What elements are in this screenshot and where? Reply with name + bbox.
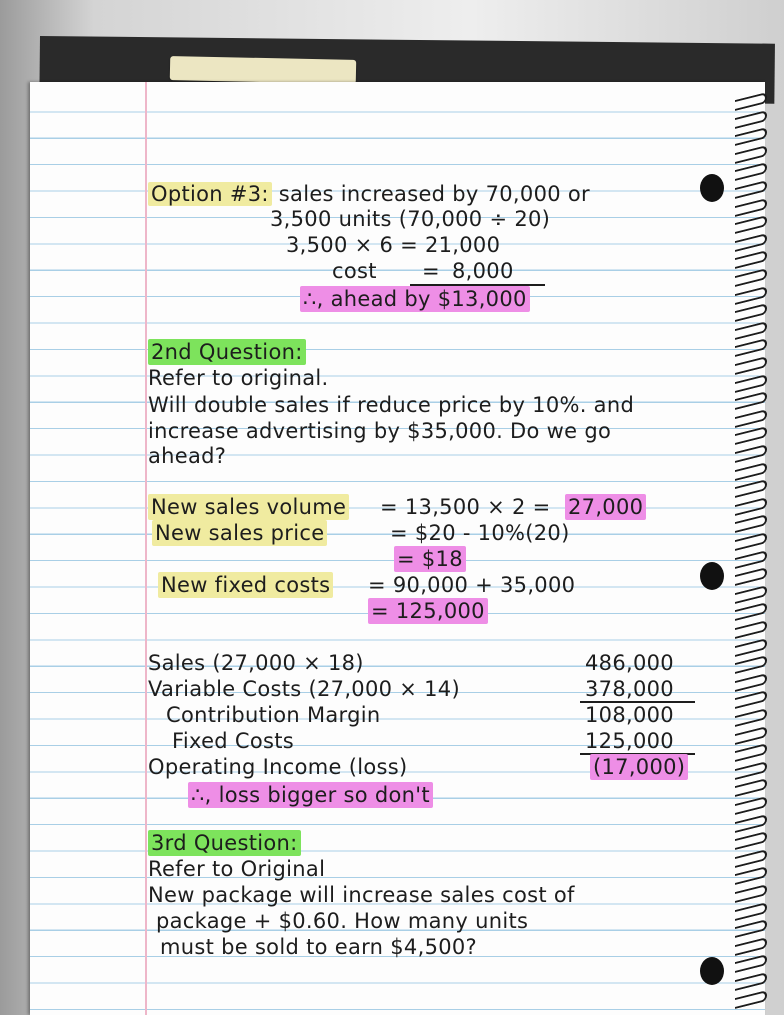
spiral-ring [735, 673, 767, 692]
spiral-ring [735, 479, 767, 498]
spiral-ring [735, 110, 767, 129]
masking-tape [170, 56, 356, 84]
spiral-ring [735, 902, 767, 921]
q3-text2: package + $0.60. How many units [156, 909, 529, 933]
spiral-ring [735, 356, 767, 375]
punch-hole-bottom [700, 957, 724, 985]
spiral-ring [735, 250, 767, 269]
spiral-ring [735, 937, 767, 956]
spiral-ring [735, 286, 767, 305]
spiral-ring [735, 919, 767, 938]
q2-fc-value: 125,000 [585, 729, 674, 753]
spiral-ring [735, 321, 767, 340]
q3-text3: must be sold to earn $4,500? [160, 935, 477, 959]
spiral-ring [735, 708, 767, 727]
spiral-ring [735, 92, 767, 111]
spiral-ring [735, 215, 767, 234]
q2-text2: increase advertising by $35,000. Do we go [148, 419, 612, 443]
spiral-ring [735, 338, 767, 357]
spiral-ring [735, 849, 767, 868]
q2-refer: Refer to original. [148, 366, 329, 390]
spiral-ring [735, 145, 767, 164]
option3-conclusion: ∴, ahead by $13,000 [300, 286, 530, 312]
option3-label: Option #3: [148, 182, 272, 206]
spiral-ring [735, 409, 767, 428]
spiral-ring [735, 426, 767, 445]
spiral-ring [735, 655, 767, 674]
spiral-ring [735, 620, 767, 639]
q2-fixed-label: New fixed costs [158, 572, 333, 598]
spiral-ring [735, 866, 767, 885]
spiral-ring [735, 884, 767, 903]
spiral-ring [735, 972, 767, 991]
spiral-ring [735, 954, 767, 973]
q3-text1: New package will increase sales cost of [148, 883, 575, 907]
spiral-ring [735, 198, 767, 217]
spiral-ring [735, 796, 767, 815]
q2-sales-value: 486,000 [585, 651, 674, 675]
q2-oi-label: Operating Income (loss) [148, 755, 408, 779]
spiral-ring [735, 814, 767, 833]
q2-volume-value: 27,000 [565, 494, 646, 520]
q2-price-label: New sales price [152, 520, 327, 546]
spiral-ring [735, 514, 767, 533]
spiral-binding [735, 82, 784, 1015]
spiral-ring [735, 831, 767, 850]
spiral-ring [735, 990, 767, 1009]
punch-hole-middle [700, 562, 724, 590]
spiral-ring [735, 690, 767, 709]
spiral-ring [735, 743, 767, 762]
spiral-ring [735, 602, 767, 621]
option3-cost-eq: = [422, 259, 440, 283]
q2-volume-calc: = 13,500 × 2 = [380, 495, 551, 519]
spiral-ring [735, 303, 767, 322]
q2-conclusion: ∴, loss bigger so don't [188, 782, 433, 808]
q2-text1: Will double sales if reduce price by 10%. and [148, 393, 635, 417]
spiral-ring [735, 374, 767, 393]
margin-line [145, 82, 147, 1015]
spiral-ring [735, 268, 767, 287]
option3-cost-label: cost [332, 259, 377, 283]
q2-price-calc: = $20 - 10%(20) [390, 521, 570, 545]
spiral-ring [735, 180, 767, 199]
q2-cm-label: Contribution Margin [166, 703, 381, 727]
q3-refer: Refer to Original [148, 857, 326, 881]
q2-fixed-value: = 125,000 [368, 598, 488, 624]
spiral-ring [735, 444, 767, 463]
spiral-ring [735, 585, 767, 604]
spiral-ring [735, 726, 767, 745]
q2-volume-label: New sales volume [148, 494, 349, 520]
spiral-ring [735, 391, 767, 410]
spiral-ring [735, 127, 767, 146]
spiral-ring [735, 497, 767, 516]
q2-fc-label: Fixed Costs [172, 729, 295, 753]
q2-sales-label: Sales (27,000 × 18) [148, 651, 364, 675]
spiral-ring [735, 162, 767, 181]
q2-oi-value: (17,000) [590, 754, 688, 780]
spiral-ring [735, 532, 767, 551]
spiral-ring [735, 638, 767, 657]
q2-variable-label: Variable Costs (27,000 × 14) [148, 677, 460, 701]
option3-line1: Option #3: sales increased by 70,000 or [148, 181, 590, 207]
option3-line3: 3,500 × 6 = 21,000 [286, 233, 501, 257]
option3-cost-value: 8,000 [452, 259, 514, 283]
spiral-ring [735, 761, 767, 780]
spiral-ring [735, 550, 767, 569]
punch-hole-top [700, 174, 724, 202]
q3-heading: 3rd Question: [148, 830, 301, 856]
q2-variable-value: 378,000 [585, 677, 674, 701]
spiral-ring [735, 778, 767, 797]
option3-line2: 3,500 units (70,000 ÷ 20) [270, 207, 551, 231]
spiral-ring [735, 462, 767, 481]
q2-cm-value: 108,000 [585, 703, 674, 727]
spiral-ring [735, 233, 767, 252]
q2-fixed-calc: = 90,000 + 35,000 [368, 573, 576, 597]
q2-text3: ahead? [148, 444, 227, 468]
q2-heading: 2nd Question: [148, 339, 306, 365]
q2-price-value: = $18 [394, 546, 466, 572]
spiral-ring [735, 567, 767, 586]
